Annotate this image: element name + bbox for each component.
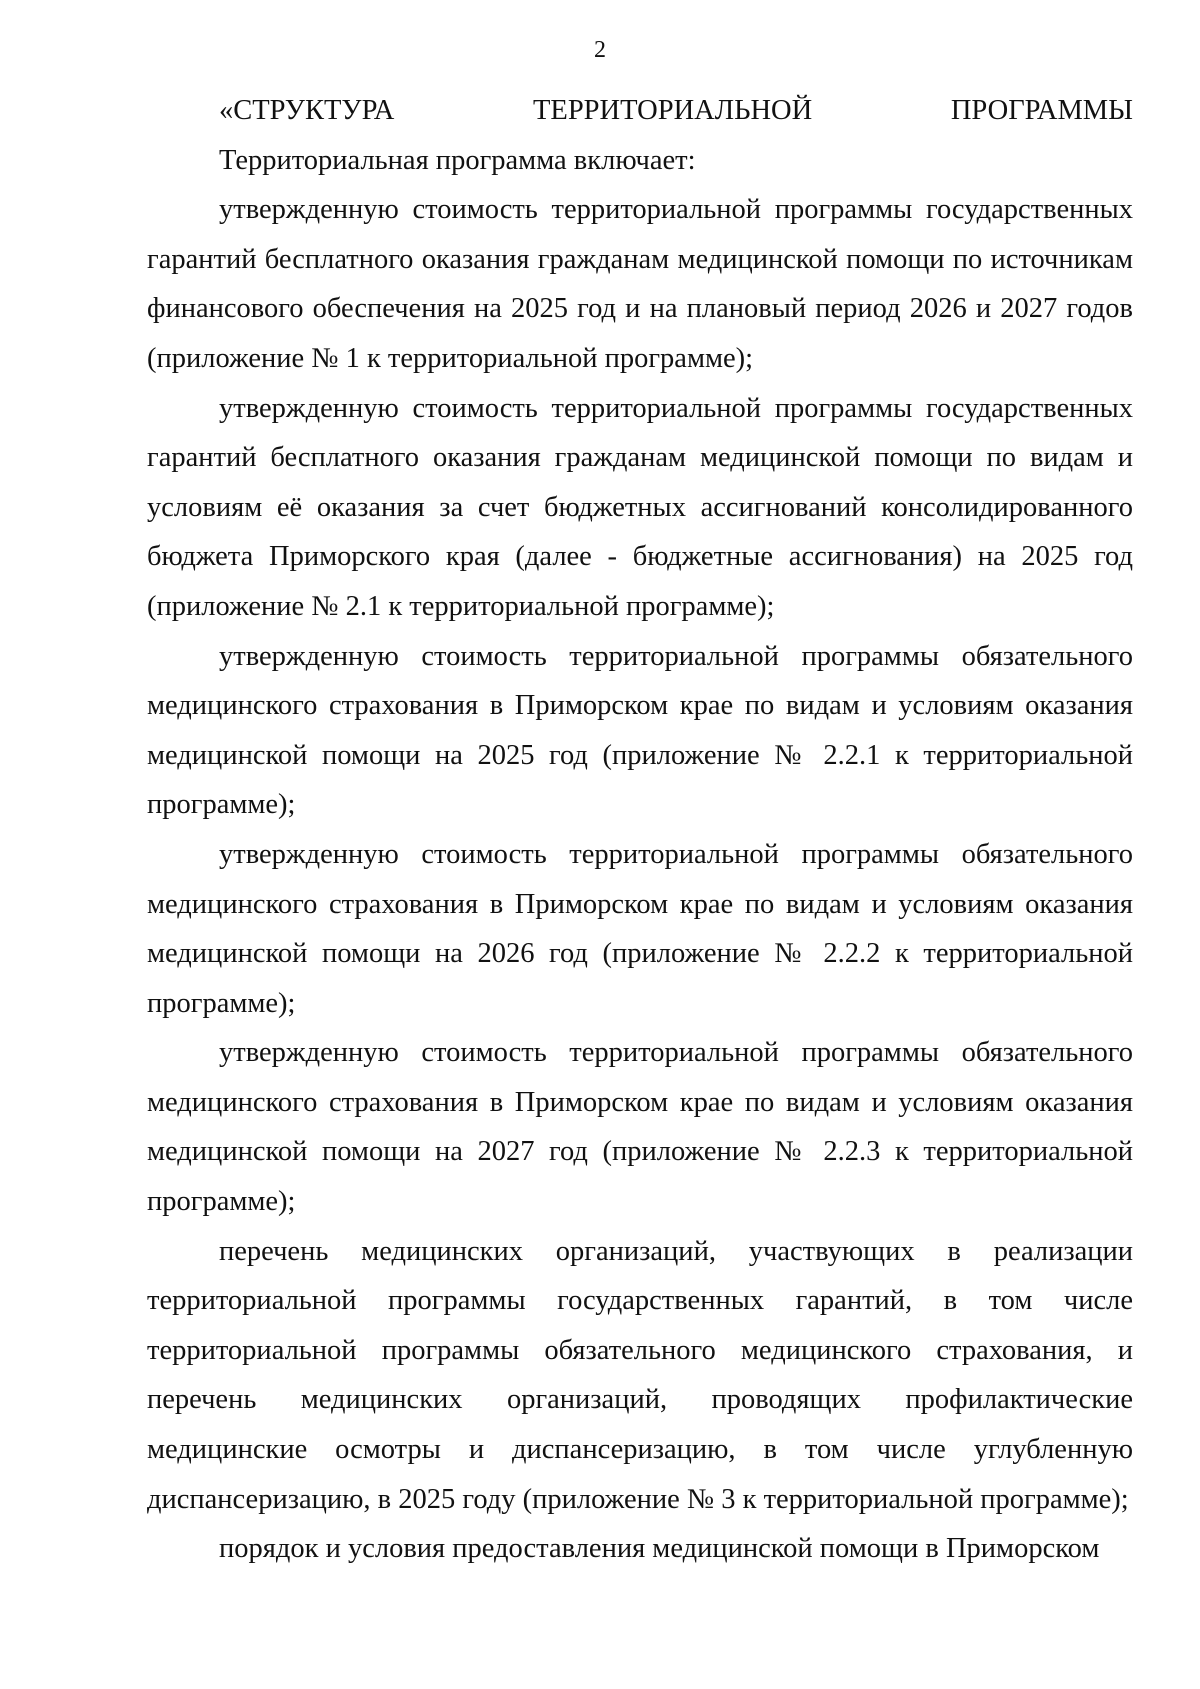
- paragraph-intro: Территориальная программа включает:: [219, 144, 696, 176]
- paragraph-item: утвержденную стоимость территориальной программы обязательного медицинского страхования в Приморском крае по видам и условиям оказания медицинской помощи на 2027 год (приложение № 2.2.3 к территориальной программе);: [147, 1037, 1133, 1218]
- paragraph-item: утвержденную стоимость территориальной программы обязательного медицинского страхования в Приморском крае по видам и условиям оказания медицинской помощи на 2025 год (приложение № 2.2.1 к территориальной программе);: [147, 640, 1133, 821]
- paragraph-item: утвержденную стоимость территориальной программы государственных гарантий бесплатного оказания гражданам медицинской помощи по видам и условиям её оказания за счет бюджетных ассигнований консолидированного бюджета Приморского края (далее - бюджетные ассигнования) на 2025 год (приложение № 2.1 к территориальной программе);: [147, 392, 1133, 622]
- heading-word-3: ПРОГРАММЫ: [950, 95, 1133, 126]
- paragraph-item: утвержденную стоимость территориальной программы обязательного медицинского страхования в Приморском крае по видам и условиям оказания медицинской помощи на 2026 год (приложение № 2.2.2 к территориальной программе);: [147, 838, 1133, 1019]
- paragraph-item: перечень медицинских организаций, участвующих в реализации территориальной программы государственных гарантий, в том числе территориальной программы обязательного медицинского страхования, и перечень медицинских организаций, проводящих профилактические медицинские осмотры и диспансеризацию, в том числе углубленную диспансеризацию, в 2025 году (приложение № 3 к территориальной программе);: [147, 1235, 1133, 1515]
- page-number: 2: [594, 37, 606, 63]
- heading-word-1: «СТРУКТУРА: [219, 95, 395, 126]
- paragraph-item: утвержденную стоимость территориальной программы государственных гарантий бесплатного оказания гражданам медицинской помощи по источникам финансового обеспечения на 2025 год и на плановый период 2026 и 2027 годов (приложение № 1 к территориальной программе);: [147, 194, 1133, 374]
- heading-word-2: ТЕРРИТОРИАЛЬНОЙ: [533, 95, 813, 126]
- section-heading: [147, 86, 1133, 136]
- paragraph-item: порядок и условия предоставления медицинской помощи в Приморском: [219, 1533, 1100, 1565]
- document-body: [147, 86, 1133, 1574]
